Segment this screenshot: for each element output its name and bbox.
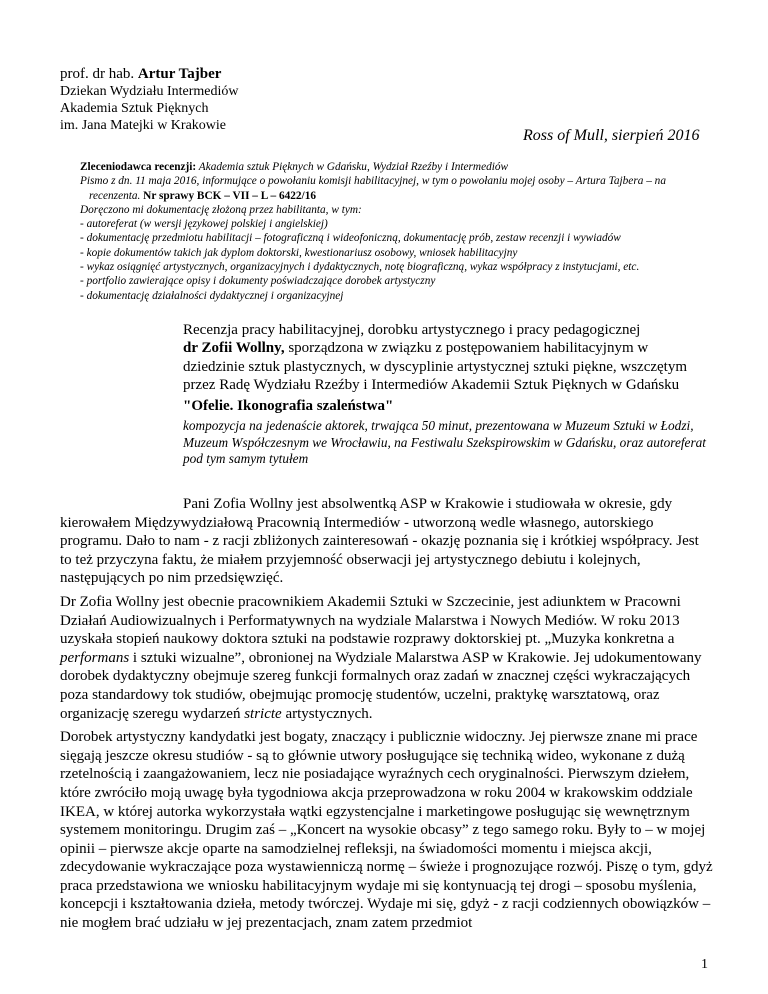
- work-description: kompozycja na jedenaście aktorek, trwająca 50 minut, prezentowana w Muzeum Sztuki w Łodzi, Muzeum Współczesnym we Wrocławiu, na Festiwalu Szekspirowskim w Gdańsku, oraz autoreferat pod tym samym tytułem: [183, 418, 706, 467]
- paragraph-2: [60, 593, 713, 723]
- document-list-item: - portfolio zawierające opisy i dokumenty poświadczające dorobek artystyczny: [80, 275, 436, 288]
- paragraph-2-text-b: i sztuki wizualne”, obronionej na Wydziale Malarstwa ASP w Krakowie. Jej udokumentowany dorobek dydaktyczny obejmuje szereg funkcji formalnych oraz zadań w znacznej części wykraczających poza standardowy tok studiów, obejmując promocję studentów, uczelni, praktykę warsztatową, oraz organizację szeregu wydarzeń: [60, 649, 702, 722]
- review-heading: [183, 321, 713, 468]
- author-block: [60, 66, 239, 134]
- delivered-intro: Doręczono mi dokumentację złożoną przez habilitanta, w tym:: [80, 203, 362, 216]
- review-intro-text: Recenzja pracy habilitacyjnej, dorobku artystycznego i pracy pedagogicznej: [183, 322, 641, 338]
- document-list-item: - dokumentację przedmiotu habilitacji – fotograficzną i wideofoniczną, dokumentację prób, zestaw recenzji i wywiadów: [80, 232, 621, 245]
- review-body: [60, 495, 713, 938]
- letter-text: Pismo z dn. 11 maja 2016, informujące o powołaniu komisji habilitacyjnej, w tym o powołaniu mojej osoby – Artura Tajbera – na recenzenta.: [80, 175, 666, 202]
- candidate-name: dr Zofii Wollny,: [183, 340, 285, 357]
- commission-letter: [80, 174, 710, 203]
- author-institution-2: im. Jana Matejki w Krakowie: [60, 118, 227, 133]
- document-list-item: - dokumentację działalności dydaktycznej i organizacyjnej: [80, 289, 344, 302]
- case-number: Nr sprawy BCK – VII – L – 6422/16: [143, 189, 316, 202]
- client-label: Zleceniodawca recenzji:: [80, 161, 197, 173]
- place-date: Ross of Mull, sierpień 2016: [523, 127, 700, 144]
- document-list-item: - kopie dokumentów takich jak dyplom doktorski, kwestionariusz osobowy, wniosek habilitacyjny: [80, 246, 518, 259]
- page-number: 1: [701, 957, 708, 972]
- commission-client: [80, 160, 710, 174]
- paragraph-2-text-a: Dr Zofia Wollny jest obecnie pracownikiem Akademii Sztuki w Szczecinie, jest adiunktem w Pracowni Działań Audiowizualnych i Performatywnych na wydziale Malarstwa i Nowych Mediów. W roku 2013 uzyskała stopień naukowy doktora sztuki na podstawie rozprawy doktorskiej pt. „Muzyka konkretna a: [60, 593, 681, 648]
- paragraph-3: Dorobek artystyczny kandydatki jest bogaty, znaczący i publicznie widoczny. Jej pierwsze znane mi prace sięgają jeszcze okresu studiów - są to głównie utwory posługujące się techniką wideo, wykonane z dużą rzetelnością i zaangażowaniem, lecz nie posiadające wyraźnych cech oryginalności. Pierwszym dziełem, które zwróciło moją uwagę była tygodniowa akcja przeprowadzona w roku 2004 w krakowskim oddziale IKEA, w której autorka wykorzystała wątki egzystencjalne i marketingowe posługując się wewnętrznym systemem monitoringu. Drugim zaś – „Koncert na wysokie obcasy” z tego samego roku. Były to – w mojej opinii – pierwsze akcje oparte na samodzielnej refleksji, na świadomości momentu i miejsca akcji, zdecydowanie wykraczające poza wystawienniczą normę – świeże i prognozujące rozwój. Piszę o tym, gdyż praca przedstawiona we wniosku habilitacyjnym wydaje mi się kontynuacją tej drogi – sposobu myślenia, koncepcji i kształtowania dzieła, metody twórczej. Wydaje mi się, gdyż - z racji codziennych obowiązków – nie mogłem brać udziału w jej prezentacjach, znam zatem przedmiot: [60, 729, 713, 932]
- client-text: Akademia sztuk Pięknych w Gdańsku, Wydział Rzeźby i Intermediów: [196, 161, 509, 173]
- author-institution: Akademia Sztuk Pięknych: [60, 101, 209, 116]
- paragraph-2-italic-b: stricte: [244, 705, 282, 722]
- paragraph-1: Pani Zofia Wollny jest absolwentką ASP w Krakowie i studiowała w okresie, gdy kierowałem Międzywydziałową Pracownią Intermediów - utworzoną wedle własnego, autorskiego programu. Dało to nam - z racji zbliżonych zainteresowań - okazję poznania się i krótkiej współpracy. Jest to też przyczyna faktu, że miałem przyjemność obserwacji jej artystycznego debiutu i kolejnych, następujących po nim przedsięwzięć.: [60, 496, 699, 587]
- paragraph-2-italic-a: performans: [60, 649, 130, 666]
- paragraph-2-text-c: artystycznych.: [281, 705, 373, 722]
- author-position: Dziekan Wydziału Intermediów: [60, 84, 239, 99]
- review-rest: sporządzona w związku z postępowaniem habilitacyjnym w dziedzinie sztuk plastycznych, w dyscyplinie artystycznej sztuki piękne, wszczętym przez Radę Wydziału Rzeźby i Intermediów Akademii Sztuk Pięknych w Gdańsku: [183, 340, 688, 394]
- author-name: Artur Tajber: [137, 66, 222, 82]
- document-list-item: - autoreferat (w wersji językowej polskiej i angielskiej): [80, 218, 328, 231]
- author-name-line: [60, 66, 239, 83]
- work-title: "Ofelie. Ikonografia szaleństwa": [183, 397, 394, 414]
- commission-section: [80, 160, 710, 303]
- author-prefix: prof. dr hab.: [60, 66, 138, 82]
- document-list-item: - wykaz osiągnięć artystycznych, organizacyjnych i dydaktycznych, notę biograficzną, wykaz współpracy z instytucjami, etc.: [80, 261, 640, 274]
- review-intro: [183, 321, 713, 395]
